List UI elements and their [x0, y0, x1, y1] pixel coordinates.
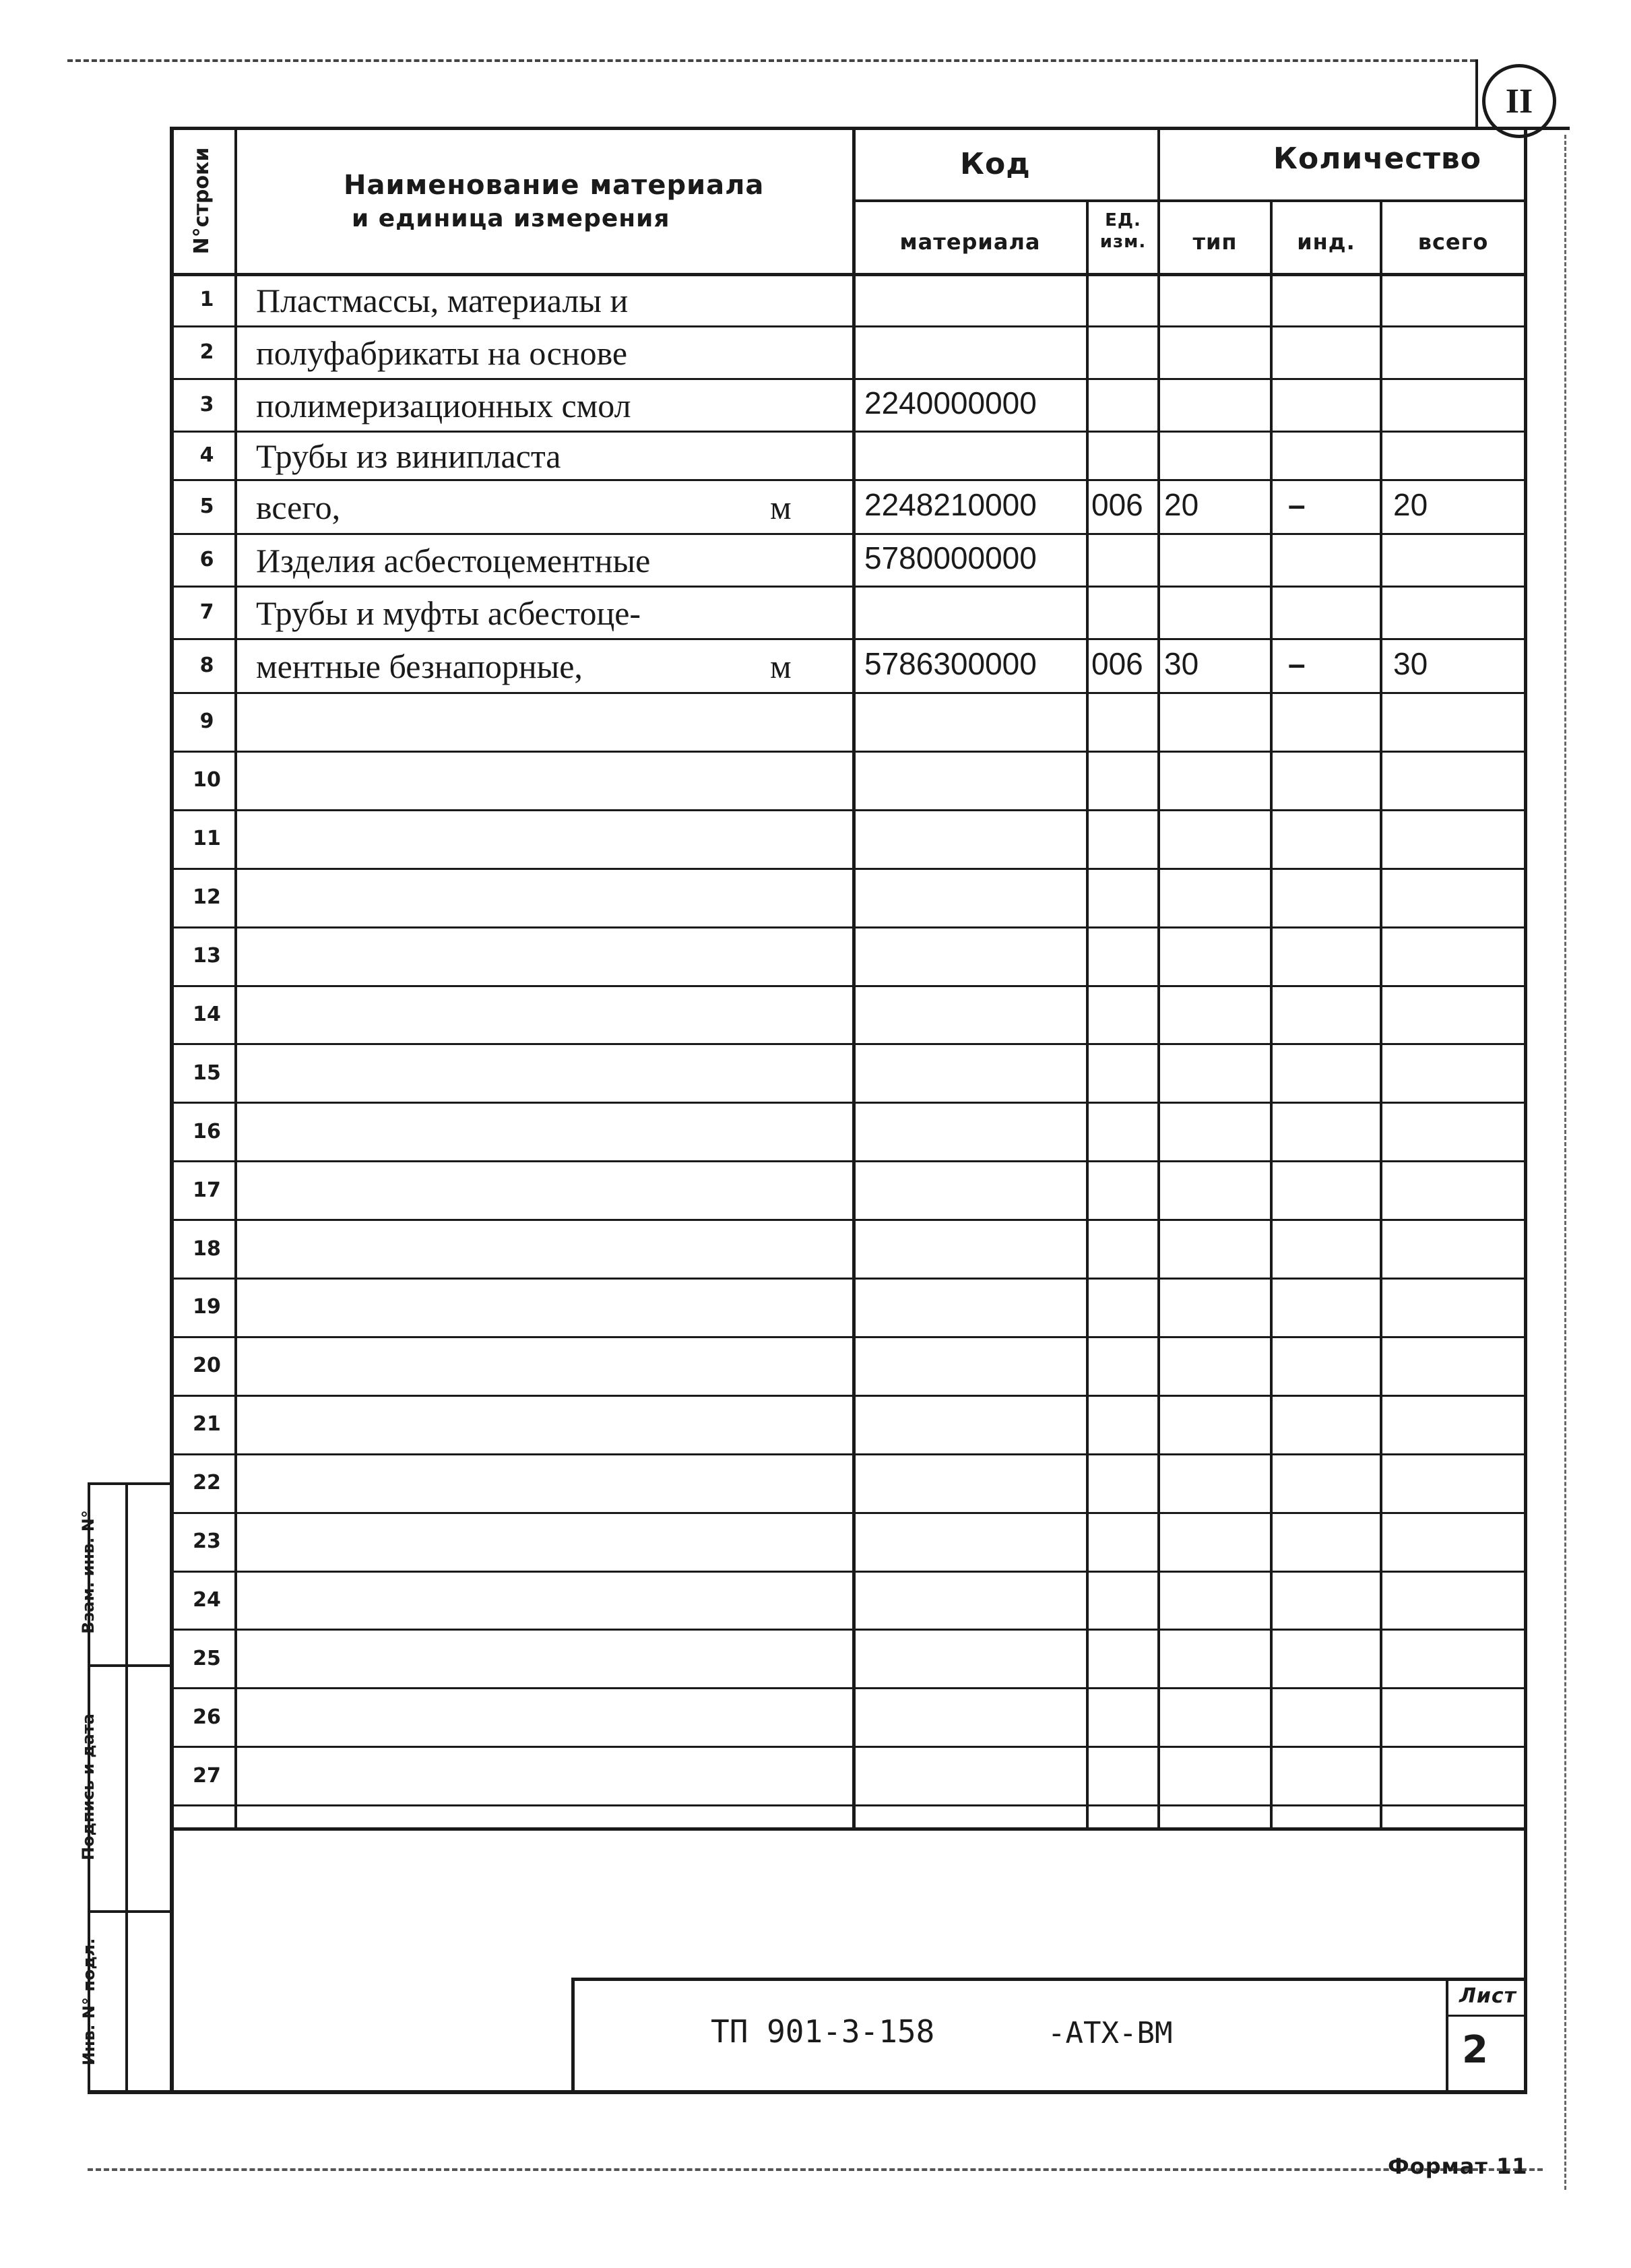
- row-number: 3: [199, 393, 214, 416]
- row-name: всего,: [256, 489, 341, 526]
- row-number: 19: [193, 1295, 221, 1319]
- row-number: 7: [199, 600, 214, 624]
- row-number: 5: [199, 495, 214, 518]
- replace-inv-label: Взам. инв. N°: [79, 1510, 98, 1634]
- header-quantity: Количество: [1273, 141, 1481, 176]
- right-trim-line: [1564, 135, 1566, 2190]
- outer-frame-bottom: [88, 2090, 1527, 2094]
- outer-frame-left: [170, 127, 174, 2094]
- sign-date-label: Подпись и дата: [79, 1713, 98, 1860]
- row-name: Пластмассы, материалы и: [256, 282, 629, 319]
- row-number: 25: [193, 1646, 221, 1670]
- row-number: 9: [199, 710, 214, 734]
- row-unit-code: 006: [1091, 487, 1143, 522]
- row-unit: м: [770, 648, 792, 685]
- row-name: Трубы из винипласта: [256, 437, 561, 475]
- row-material-code: 2248210000: [864, 487, 1037, 522]
- row-number: 17: [193, 1178, 221, 1202]
- row-number: 10: [193, 768, 221, 792]
- header-qty-ind: инд.: [1297, 229, 1355, 255]
- format-label: Формат 11: [1388, 2153, 1528, 2179]
- row-number: 4: [199, 443, 214, 467]
- row-name: полуфабрикаты на основе: [256, 334, 628, 372]
- outer-frame-top: [170, 127, 1570, 130]
- row-qty-total: 20: [1393, 487, 1428, 522]
- row-material-code: 5786300000: [864, 646, 1037, 681]
- row-number: 1: [199, 288, 214, 311]
- row-number: 13: [193, 944, 221, 968]
- header-code-unit-1: ЕД.: [1105, 210, 1141, 230]
- header-code-material: материала: [899, 229, 1041, 255]
- row-number: 15: [193, 1061, 221, 1085]
- header-code: Код: [960, 147, 1031, 181]
- row-qty-type: 30: [1164, 646, 1199, 681]
- row-number: 12: [193, 885, 221, 910]
- inv-orig-label: Инв. N° подл.: [79, 1938, 98, 2066]
- row-name: Трубы и муфты асбестоце-: [256, 594, 641, 632]
- header-row-number: N°строки: [190, 147, 214, 255]
- header-name-line1: Наименование материала: [344, 170, 765, 201]
- row-name: Изделия асбестоцементные: [256, 542, 651, 579]
- header-qty-type: тип: [1192, 229, 1238, 255]
- row-name: полимеризационных смол: [256, 387, 631, 424]
- row-name: ментные безнапорные,: [256, 648, 583, 685]
- row-unit-code: 006: [1091, 646, 1143, 681]
- row-unit: м: [770, 489, 792, 526]
- doc-suffix: -АТХ-ВМ: [1048, 2016, 1173, 2050]
- row-material-code: 5780000000: [864, 540, 1037, 575]
- row-number: 14: [193, 1002, 221, 1026]
- row-number: 20: [193, 1354, 221, 1378]
- header-name-line2: и единица измерения: [352, 205, 670, 232]
- row-number: 24: [193, 1587, 221, 1612]
- top-trim-line: [67, 59, 1475, 62]
- row-number: 6: [199, 548, 214, 571]
- row-qty-total: 30: [1393, 646, 1428, 681]
- sheet-label: Лист: [1459, 1984, 1517, 2008]
- row-number: 2: [199, 340, 214, 364]
- row-number: 21: [193, 1412, 221, 1437]
- doc-code: ТП 901-3-158: [711, 2013, 935, 2050]
- badge-frame-left: [1475, 59, 1478, 130]
- header-qty-total: всего: [1417, 229, 1489, 255]
- row-qty-ind: –: [1288, 487, 1306, 522]
- bottom-trim-line: [88, 2168, 1543, 2171]
- sheet-number: 2: [1462, 2028, 1489, 2072]
- outer-frame-right: [1524, 127, 1527, 2094]
- row-number: 16: [193, 1119, 221, 1143]
- row-number: 26: [193, 1705, 221, 1729]
- row-number: 22: [193, 1471, 221, 1495]
- row-number: 8: [199, 654, 214, 677]
- row-qty-ind: –: [1288, 646, 1306, 681]
- header-code-unit-2: изм.: [1099, 232, 1147, 252]
- sheet-badge: II: [1482, 64, 1556, 138]
- row-number: 18: [193, 1236, 221, 1261]
- row-number: 23: [193, 1530, 221, 1554]
- row-number: 27: [193, 1763, 221, 1788]
- row-material-code: 2240000000: [864, 385, 1037, 420]
- row-number: 11: [193, 827, 221, 851]
- row-qty-type: 20: [1164, 487, 1199, 522]
